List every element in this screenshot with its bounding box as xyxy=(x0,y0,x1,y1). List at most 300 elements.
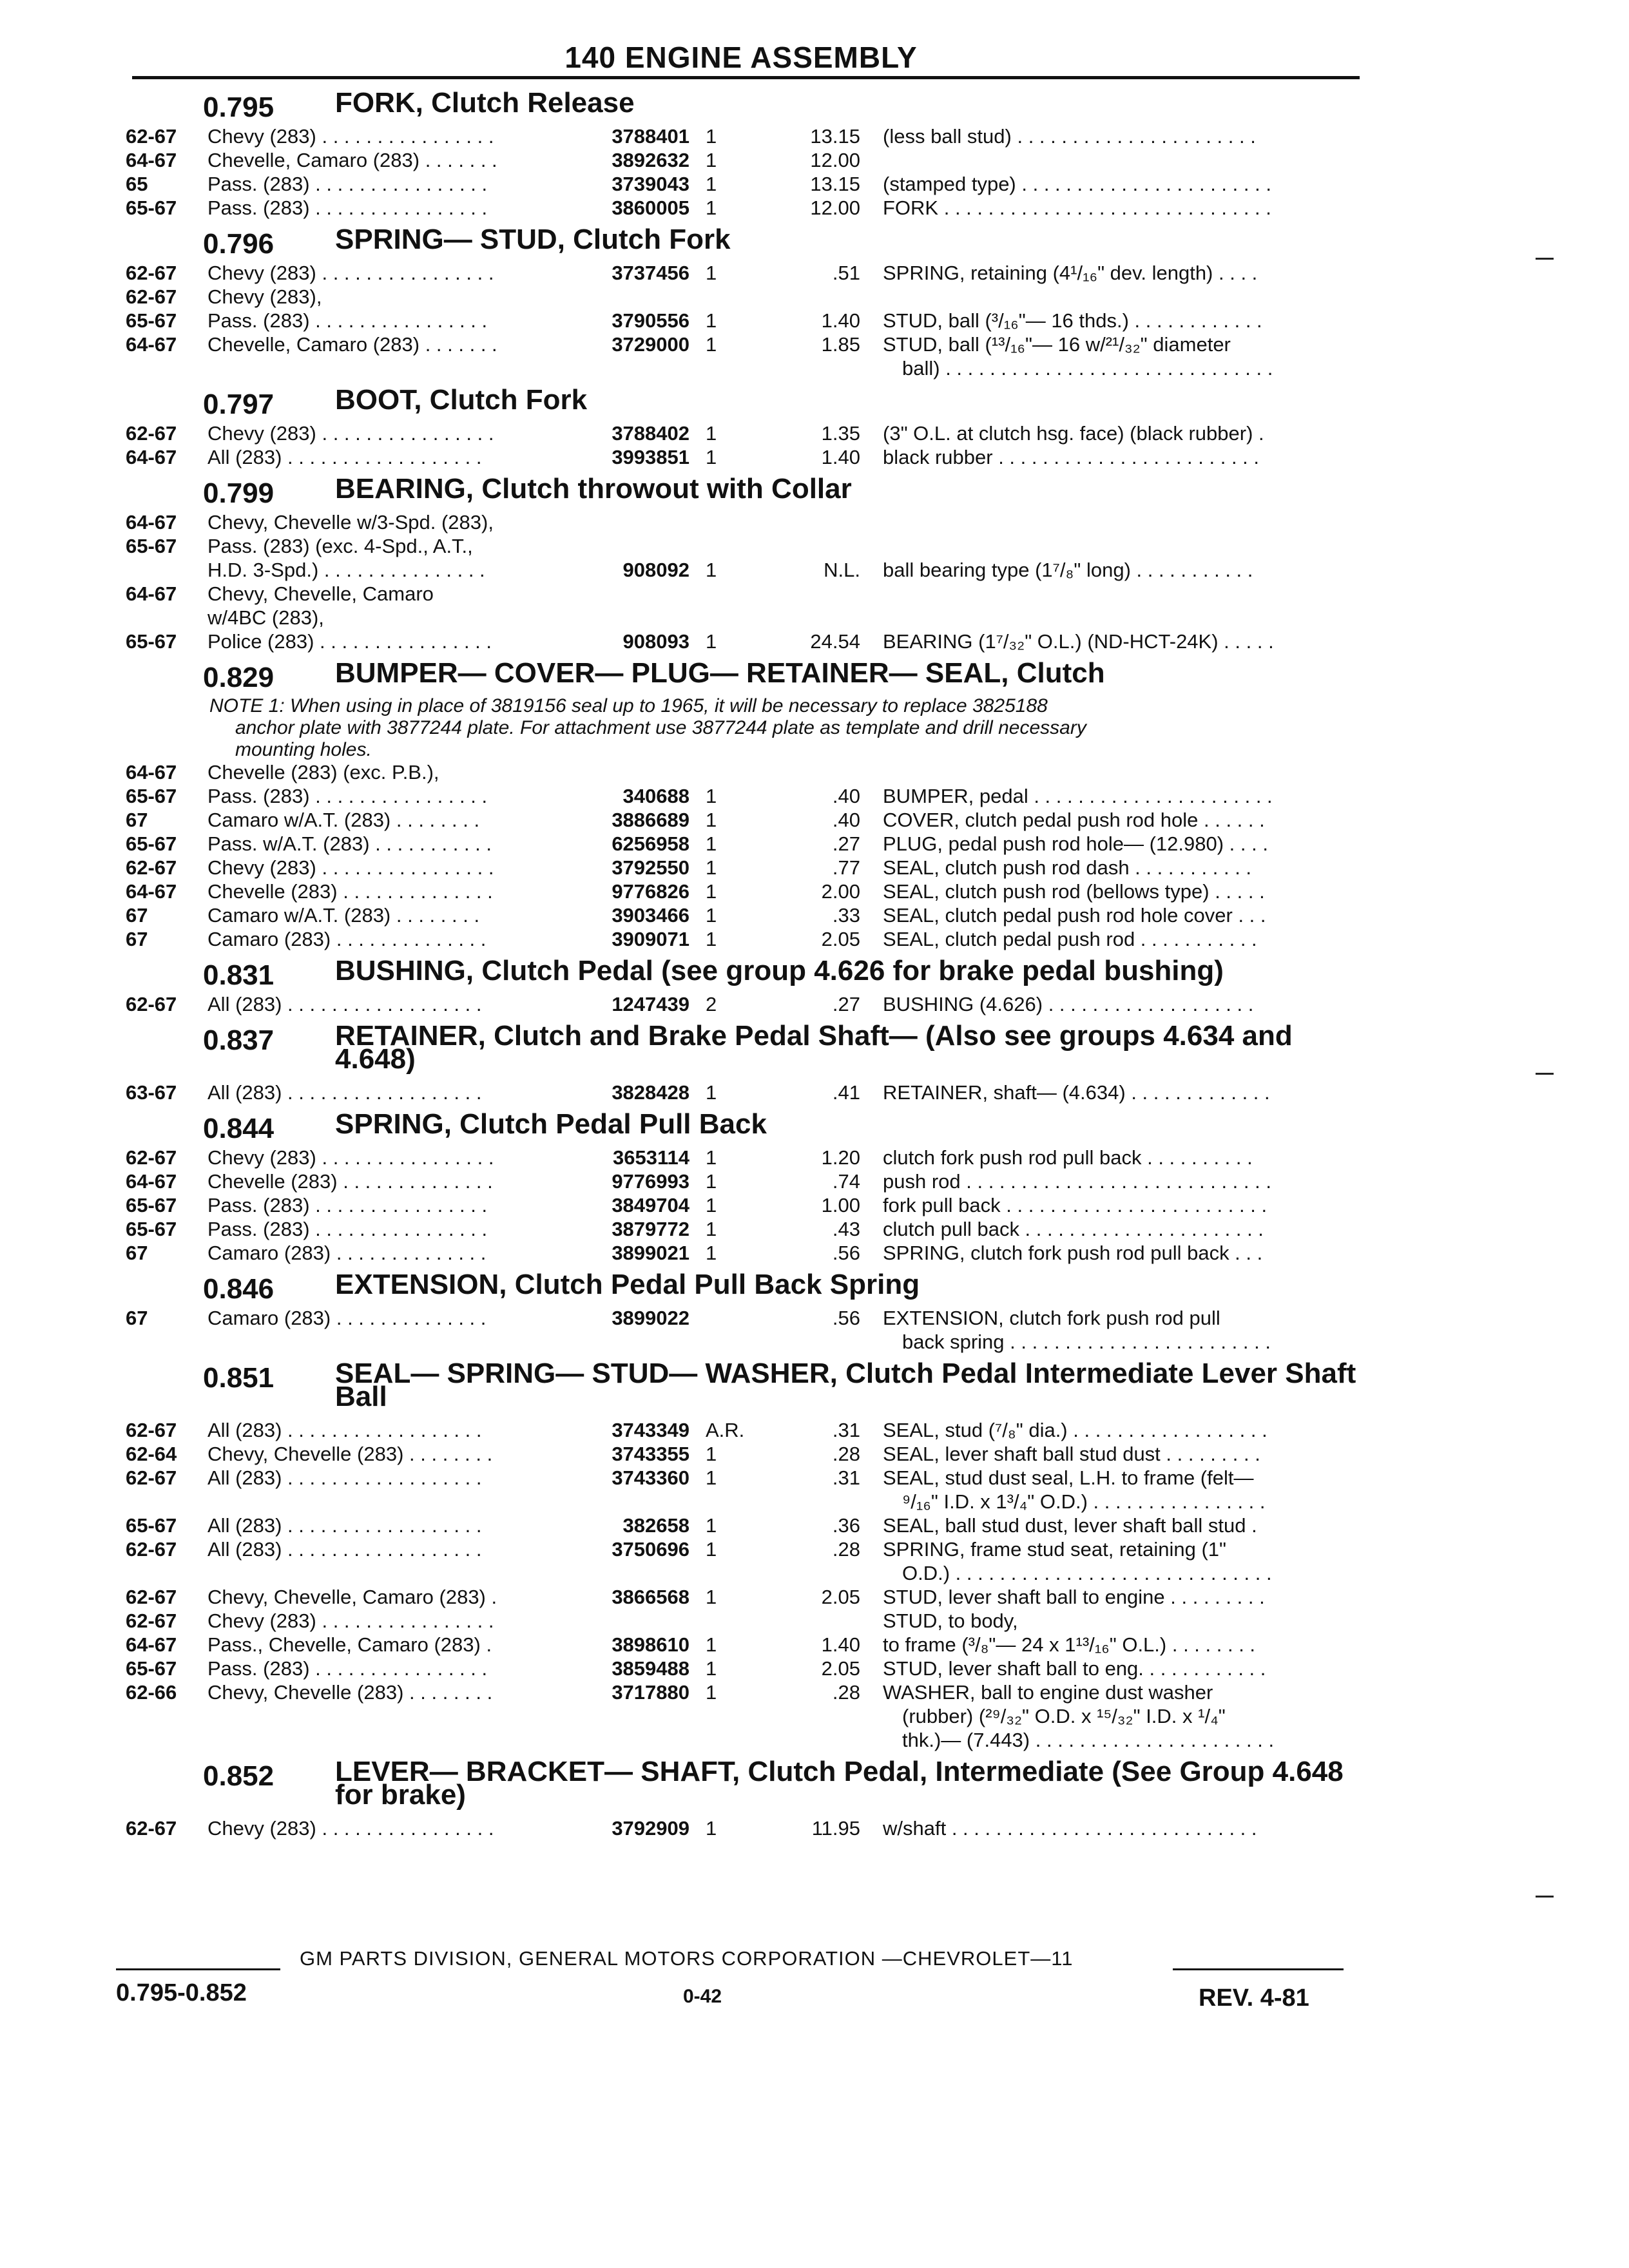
application: w/4BC (283), xyxy=(207,606,324,629)
parts-group xyxy=(0,654,1629,952)
application: Chevy (283) . . . . . . . . . . . . . . . . xyxy=(207,1817,494,1840)
description: ⁹/₁₆" I.D. x 1³/₄" O.D.) . . . . . . . . . . . . . . . . xyxy=(902,1490,1266,1513)
model-years: 62-67 xyxy=(126,993,177,1015)
group-heading xyxy=(0,220,1629,262)
quantity: 1 xyxy=(706,1242,717,1264)
group-heading xyxy=(0,84,1629,125)
model-years: 62-67 xyxy=(126,1586,177,1608)
group-title: SPRING, Clutch Pedal Pull Back xyxy=(335,1108,767,1140)
description: SEAL, clutch push rod dash . . . . . . . . . . . xyxy=(883,856,1252,879)
model-years: 63-67 xyxy=(126,1081,177,1104)
price: .27 xyxy=(832,832,860,855)
description: (stamped type) . . . . . . . . . . . . . . . . . . . . . . . xyxy=(883,173,1271,195)
description: STUD, to body, xyxy=(883,1610,1018,1632)
group-heading xyxy=(0,952,1629,993)
table-row xyxy=(0,1170,1629,1194)
model-years: 64-67 xyxy=(126,149,177,171)
table-row xyxy=(0,1729,1629,1753)
group-title: BUMPER— COVER— PLUG— RETAINER— SEAL, Clutch xyxy=(335,657,1105,689)
footer-page-number: 0-42 xyxy=(683,1986,722,2007)
group-title: FORK, Clutch Release xyxy=(335,87,635,119)
table-row xyxy=(0,809,1629,832)
price: 1.35 xyxy=(821,422,860,445)
quantity: 1 xyxy=(706,1218,717,1240)
description: SPRING, clutch fork push rod pull back . . . xyxy=(883,1242,1263,1264)
description: STUD, lever shaft ball to eng. . . . . . . . . . . . xyxy=(883,1657,1266,1680)
table-row xyxy=(0,422,1629,446)
table-row xyxy=(0,1218,1629,1242)
description: ball) . . . . . . . . . . . . . . . . . . . . . . . . . . . . . . xyxy=(902,357,1273,380)
parts-group xyxy=(0,1753,1629,1841)
price: 2.05 xyxy=(821,1586,860,1608)
application: Chevy, Chevelle, Camaro (283) . xyxy=(207,1586,497,1608)
application: Chevelle, Camaro (283) . . . . . . . xyxy=(207,333,497,356)
table-row xyxy=(0,1242,1629,1265)
price: 2.00 xyxy=(821,880,860,903)
part-number: 3892632 xyxy=(612,149,689,171)
group-number: 0.797 xyxy=(203,389,275,420)
quantity: 1 xyxy=(706,1443,717,1465)
quantity: 1 xyxy=(706,1170,717,1193)
model-years: 65-67 xyxy=(126,630,177,653)
description: STUD, ball (¹³/₁₆"— 16 w/²¹/₃₂" diameter xyxy=(883,333,1231,356)
part-number: 3860005 xyxy=(612,197,689,219)
part-number: 3899022 xyxy=(612,1307,689,1329)
part-number: 340688 xyxy=(622,785,689,807)
price: 1.85 xyxy=(821,333,860,356)
parts-group xyxy=(0,1265,1629,1354)
application: Chevy (283) . . . . . . . . . . . . . . . . xyxy=(207,262,494,284)
quantity: 1 xyxy=(706,856,717,879)
table-row xyxy=(0,1490,1629,1514)
table-row xyxy=(0,1194,1629,1218)
model-years: 64-67 xyxy=(126,880,177,903)
group-title: SEAL— SPRING— STUD— WASHER, Clutch Pedal Intermediate Lever Shaft Ball xyxy=(335,1358,1356,1412)
table-row xyxy=(0,1081,1629,1105)
quantity: 1 xyxy=(706,1681,717,1704)
group-title: BUSHING, Clutch Pedal (see group 4.626 for brake pedal bushing) xyxy=(335,955,1224,986)
description: SEAL, clutch pedal push rod hole cover . . . xyxy=(883,904,1266,927)
part-number: 3903466 xyxy=(612,904,689,927)
application: Chevy, Chevelle (283) . . . . . . . . xyxy=(207,1443,493,1465)
model-years: 65-67 xyxy=(126,832,177,855)
price: 1.40 xyxy=(821,446,860,468)
application: Chevy, Chevelle, Camaro xyxy=(207,582,434,605)
quantity: 2 xyxy=(706,993,717,1015)
model-years: 65-67 xyxy=(126,1218,177,1240)
application: Chevy, Chevelle (283) . . . . . . . . xyxy=(207,1681,493,1704)
description: thk.)— (7.443) . . . . . . . . . . . . . . . . . . . . . . xyxy=(902,1729,1275,1751)
model-years: 67 xyxy=(126,904,148,927)
price: .31 xyxy=(832,1419,860,1441)
description: fork pull back . . . . . . . . . . . . . . . . . . . . . . . . xyxy=(883,1194,1268,1216)
application: Camaro (283) . . . . . . . . . . . . . . xyxy=(207,1307,487,1329)
quantity: 1 xyxy=(706,1466,717,1489)
model-years: 64-67 xyxy=(126,761,177,783)
model-years: 64-67 xyxy=(126,1170,177,1193)
quantity: 1 xyxy=(706,1633,717,1656)
application: Chevy (283) . . . . . . . . . . . . . . . . xyxy=(207,125,494,148)
quantity: 1 xyxy=(706,197,717,219)
group-number: 0.829 xyxy=(203,662,275,693)
description: SPRING, retaining (4¹/₁₆" dev. length) . . . . xyxy=(883,262,1258,284)
application: Pass. (283) (exc. 4-Spd., A.T., xyxy=(207,535,473,557)
table-row xyxy=(0,582,1629,606)
description: SPRING, frame stud seat, retaining (1" xyxy=(883,1538,1227,1561)
description: FORK . . . . . . . . . . . . . . . . . . . . . . . . . . . . . . xyxy=(883,197,1271,219)
model-years: 67 xyxy=(126,1307,148,1329)
table-row xyxy=(0,285,1629,309)
description: black rubber . . . . . . . . . . . . . . . . . . . . . . . . xyxy=(883,446,1260,468)
header-rule xyxy=(132,76,1360,79)
application: Pass., Chevelle, Camaro (283) . xyxy=(207,1633,492,1656)
quantity: 1 xyxy=(706,809,717,831)
description: RETAINER, shaft— (4.634) . . . . . . . . . . . . . xyxy=(883,1081,1270,1104)
price: .27 xyxy=(832,993,860,1015)
application: Pass. (283) . . . . . . . . . . . . . . . . xyxy=(207,1218,488,1240)
part-number: 9776826 xyxy=(612,880,689,903)
model-years: 62-67 xyxy=(126,262,177,284)
footer-rule-right xyxy=(1173,1968,1344,1970)
group-number: 0.796 xyxy=(203,228,275,260)
quantity: 1 xyxy=(706,880,717,903)
model-years: 62-67 xyxy=(126,1466,177,1489)
quantity: 1 xyxy=(706,173,717,195)
model-years: 62-64 xyxy=(126,1443,177,1465)
model-years: 65-67 xyxy=(126,535,177,557)
quantity: 1 xyxy=(706,262,717,284)
model-years: 65-67 xyxy=(126,785,177,807)
table-row xyxy=(0,559,1629,582)
table-row xyxy=(0,1657,1629,1681)
description: SEAL, clutch push rod (bellows type) . . . . . xyxy=(883,880,1265,903)
group-title: BEARING, Clutch throwout with Collar xyxy=(335,473,852,505)
table-row xyxy=(0,928,1629,952)
description: to frame (³/₈"— 24 x 1¹³/₁₆" O.L.) . . . . . . . . xyxy=(883,1633,1256,1656)
table-row xyxy=(0,262,1629,285)
table-row xyxy=(0,511,1629,535)
part-number: 908093 xyxy=(622,630,689,653)
application: Camaro w/A.T. (283) . . . . . . . . xyxy=(207,904,480,927)
table-row xyxy=(0,333,1629,357)
table-row xyxy=(0,173,1629,197)
price: .28 xyxy=(832,1443,860,1465)
quantity: 1 xyxy=(706,1657,717,1680)
price: .40 xyxy=(832,785,860,807)
group-number: 0.831 xyxy=(203,959,275,991)
price: .36 xyxy=(832,1514,860,1537)
price: 12.00 xyxy=(810,149,860,171)
quantity: 1 xyxy=(706,630,717,653)
model-years: 67 xyxy=(126,928,148,950)
part-number: 3898610 xyxy=(612,1633,689,1656)
description: ball bearing type (1⁷/₈" long) . . . . . . . . . . . xyxy=(883,559,1253,581)
part-number: 9776993 xyxy=(612,1170,689,1193)
parts-group xyxy=(0,1354,1629,1753)
part-number: 3792550 xyxy=(612,856,689,879)
group-heading xyxy=(0,1753,1629,1817)
description: w/shaft . . . . . . . . . . . . . . . . . . . . . . . . . . . . xyxy=(883,1817,1257,1840)
model-years: 62-67 xyxy=(126,285,177,308)
description: clutch pull back . . . . . . . . . . . . . . . . . . . . . . xyxy=(883,1218,1264,1240)
description: back spring . . . . . . . . . . . . . . . . . . . . . . . . xyxy=(902,1331,1271,1353)
parts-group xyxy=(0,84,1629,220)
application: All (283) . . . . . . . . . . . . . . . . . . xyxy=(207,446,482,468)
group-title: LEVER— BRACKET— SHAFT, Clutch Pedal, Intermediate (See Group 4.648 for brake) xyxy=(335,1756,1344,1811)
table-row xyxy=(0,1817,1629,1841)
group-title: RETAINER, Clutch and Brake Pedal Shaft— (Also see groups 4.634 and 4.648) xyxy=(335,1020,1293,1075)
price: .31 xyxy=(832,1466,860,1489)
model-years: 64-67 xyxy=(126,333,177,356)
quantity: 1 xyxy=(706,422,717,445)
page-title: 140 ENGINE ASSEMBLY xyxy=(564,41,918,74)
price: 1.20 xyxy=(821,1146,860,1169)
price: .41 xyxy=(832,1081,860,1104)
quantity: 1 xyxy=(706,1817,717,1840)
description: BUMPER, pedal . . . . . . . . . . . . . . . . . . . . . . xyxy=(883,785,1273,807)
model-years: 62-67 xyxy=(126,1419,177,1441)
description: PLUG, pedal push rod hole— (12.980) . . . . xyxy=(883,832,1268,855)
quantity: 1 xyxy=(706,149,717,171)
part-number: 3859488 xyxy=(612,1657,689,1680)
table-row xyxy=(0,761,1629,785)
application: Chevy (283) . . . . . . . . . . . . . . . . xyxy=(207,856,494,879)
application: Chevy, Chevelle w/3-Spd. (283), xyxy=(207,511,494,533)
table-row xyxy=(0,309,1629,333)
model-years: 62-67 xyxy=(126,1610,177,1632)
application: Chevelle (283) (exc. P.B.), xyxy=(207,761,439,783)
part-number: 3743360 xyxy=(612,1466,689,1489)
part-number: 3879772 xyxy=(612,1218,689,1240)
description: SEAL, lever shaft ball stud dust . . . . . . . . . xyxy=(883,1443,1260,1465)
application: Pass. (283) . . . . . . . . . . . . . . . . xyxy=(207,173,488,195)
margin-mark xyxy=(1536,258,1554,260)
model-years: 64-67 xyxy=(126,1633,177,1656)
quantity: 1 xyxy=(706,125,717,148)
application: Chevy (283) . . . . . . . . . . . . . . . . xyxy=(207,1610,494,1632)
group-heading xyxy=(0,1017,1629,1081)
group-heading xyxy=(0,654,1629,695)
quantity: 1 xyxy=(706,1514,717,1537)
part-number: 3788401 xyxy=(612,125,689,148)
group-number: 0.795 xyxy=(203,91,275,123)
application: Camaro w/A.T. (283) . . . . . . . . xyxy=(207,809,480,831)
description: O.D.) . . . . . . . . . . . . . . . . . . . . . . . . . . . . . xyxy=(902,1562,1272,1584)
quantity: 1 xyxy=(706,1538,717,1561)
model-years: 62-67 xyxy=(126,422,177,445)
footer-revision: REV. 4-81 xyxy=(1199,1984,1309,2012)
part-number: 3743349 xyxy=(612,1419,689,1441)
table-row xyxy=(0,1307,1629,1331)
footer-rule-left xyxy=(116,1968,280,1970)
table-row xyxy=(0,1466,1629,1490)
part-number: 3866568 xyxy=(612,1586,689,1608)
model-years: 65 xyxy=(126,173,148,195)
quantity: 1 xyxy=(706,1586,717,1608)
part-number: 3993851 xyxy=(612,446,689,468)
description: EXTENSION, clutch fork push rod pull xyxy=(883,1307,1220,1329)
part-number: 3788402 xyxy=(612,422,689,445)
parts-group xyxy=(0,470,1629,654)
table-row xyxy=(0,149,1629,173)
application: Camaro (283) . . . . . . . . . . . . . . xyxy=(207,928,487,950)
table-row xyxy=(0,1610,1629,1633)
part-number: 3743355 xyxy=(612,1443,689,1465)
table-row xyxy=(0,993,1629,1017)
application: Pass. (283) . . . . . . . . . . . . . . . . xyxy=(207,1657,488,1680)
description: BUSHING (4.626) . . . . . . . . . . . . . . . . . . . xyxy=(883,993,1254,1015)
application: All (283) . . . . . . . . . . . . . . . . . . xyxy=(207,1538,482,1561)
group-number: 0.851 xyxy=(203,1362,275,1394)
quantity: 1 xyxy=(706,832,717,855)
table-row xyxy=(0,606,1629,630)
description: STUD, ball (³/₁₆"— 16 thds.) . . . . . . . . . . . . xyxy=(883,309,1262,332)
part-number: 1247439 xyxy=(612,993,689,1015)
application: All (283) . . . . . . . . . . . . . . . . . . xyxy=(207,1419,482,1441)
note-line: NOTE 1: When using in place of 3819156 seal up to 1965, it will be necessary to replace 3825188 xyxy=(209,695,1048,716)
table-row xyxy=(0,1681,1629,1705)
parts-group xyxy=(0,952,1629,1017)
model-years: 62-67 xyxy=(126,125,177,148)
table-row xyxy=(0,1514,1629,1538)
footer-group-range: 0.795-0.852 xyxy=(116,1979,247,2006)
parts-list xyxy=(0,84,1629,1841)
table-row xyxy=(0,125,1629,149)
table-row xyxy=(0,446,1629,470)
application: Pass. (283) . . . . . . . . . . . . . . . . xyxy=(207,1194,488,1216)
model-years: 64-67 xyxy=(126,582,177,605)
part-number: 3750696 xyxy=(612,1538,689,1561)
model-years: 65-67 xyxy=(126,309,177,332)
table-row xyxy=(0,197,1629,220)
description: clutch fork push rod pull back . . . . . . . . . . xyxy=(883,1146,1253,1169)
application: All (283) . . . . . . . . . . . . . . . . . . xyxy=(207,1081,482,1104)
application: Chevelle, Camaro (283) . . . . . . . xyxy=(207,149,497,171)
description: SEAL, clutch pedal push rod . . . . . . . . . . . xyxy=(883,928,1257,950)
table-row xyxy=(0,630,1629,654)
quantity: 1 xyxy=(706,1081,717,1104)
part-number: 382658 xyxy=(622,1514,689,1537)
price: .28 xyxy=(832,1538,860,1561)
application: All (283) . . . . . . . . . . . . . . . . . . xyxy=(207,1466,482,1489)
quantity: 1 xyxy=(706,1146,717,1169)
quantity: 1 xyxy=(706,446,717,468)
description: STUD, lever shaft ball to engine . . . . . . . . . xyxy=(883,1586,1265,1608)
quantity: 1 xyxy=(706,785,717,807)
price: 13.15 xyxy=(810,173,860,195)
model-years: 64-67 xyxy=(126,511,177,533)
model-years: 62-66 xyxy=(126,1681,177,1704)
quantity: 1 xyxy=(706,559,717,581)
application: Pass. (283) . . . . . . . . . . . . . . . . xyxy=(207,197,488,219)
application: Pass. (283) . . . . . . . . . . . . . . . . xyxy=(207,785,488,807)
margin-mark xyxy=(1536,1896,1554,1898)
application: Chevy (283) . . . . . . . . . . . . . . . . xyxy=(207,422,494,445)
part-number: 3790556 xyxy=(612,309,689,332)
price: 1.00 xyxy=(821,1194,860,1216)
application: H.D. 3-Spd.) . . . . . . . . . . . . . . . xyxy=(207,559,485,581)
price: .43 xyxy=(832,1218,860,1240)
table-row xyxy=(0,1705,1629,1729)
price: .40 xyxy=(832,809,860,831)
application: All (283) . . . . . . . . . . . . . . . . . . xyxy=(207,993,482,1015)
table-row xyxy=(0,1331,1629,1354)
group-heading xyxy=(0,381,1629,422)
group-title: BOOT, Clutch Fork xyxy=(335,384,588,416)
table-row xyxy=(0,1146,1629,1170)
model-years: 62-67 xyxy=(126,1817,177,1840)
group-number: 0.837 xyxy=(203,1024,275,1056)
part-number: 908092 xyxy=(622,559,689,581)
note-line: anchor plate with 3877244 plate. For attachment use 3877244 plate as template and drill necessary xyxy=(235,717,1086,738)
part-number: 3849704 xyxy=(612,1194,689,1216)
model-years: 65-67 xyxy=(126,1194,177,1216)
group-heading xyxy=(0,1105,1629,1146)
price: N.L. xyxy=(824,559,860,581)
price: .28 xyxy=(832,1681,860,1704)
price: .56 xyxy=(832,1242,860,1264)
price: 24.54 xyxy=(810,630,860,653)
group-number: 0.799 xyxy=(203,477,275,509)
table-row xyxy=(0,1586,1629,1610)
part-number: 6256958 xyxy=(612,832,689,855)
price: 1.40 xyxy=(821,1633,860,1656)
description: SEAL, stud dust seal, L.H. to frame (felt— xyxy=(883,1466,1254,1489)
model-years: 65-67 xyxy=(126,1514,177,1537)
table-row xyxy=(0,1562,1629,1586)
application: Chevy (283), xyxy=(207,285,322,308)
quantity: 1 xyxy=(706,928,717,950)
quantity: 1 xyxy=(706,333,717,356)
application: All (283) . . . . . . . . . . . . . . . . . . xyxy=(207,1514,482,1537)
part-number: 3828428 xyxy=(612,1081,689,1104)
model-years: 62-67 xyxy=(126,856,177,879)
part-number: 3886689 xyxy=(612,809,689,831)
note-line: mounting holes. xyxy=(235,739,372,760)
price: .56 xyxy=(832,1307,860,1329)
table-row xyxy=(0,1633,1629,1657)
part-number: 3737456 xyxy=(612,262,689,284)
description: (rubber) (²⁹/₃₂" O.D. x ¹⁵/₃₂" I.D. x ¹/₄" xyxy=(902,1705,1226,1727)
quantity: 1 xyxy=(706,309,717,332)
parts-group xyxy=(0,381,1629,470)
table-row xyxy=(0,1538,1629,1562)
description: COVER, clutch pedal push rod hole . . . . . . xyxy=(883,809,1265,831)
model-years: 62-67 xyxy=(126,1146,177,1169)
table-row xyxy=(0,856,1629,880)
table-row xyxy=(0,1419,1629,1443)
price: 1.40 xyxy=(821,309,860,332)
model-years: 64-67 xyxy=(126,446,177,468)
quantity: A.R. xyxy=(706,1419,745,1441)
application: Police (283) . . . . . . . . . . . . . . . . xyxy=(207,630,492,653)
quantity: 1 xyxy=(706,904,717,927)
application: Chevy (283) . . . . . . . . . . . . . . . . xyxy=(207,1146,494,1169)
model-years: 67 xyxy=(126,1242,148,1264)
price: 13.15 xyxy=(810,125,860,148)
description: (3" O.L. at clutch hsg. face) (black rubber) . xyxy=(883,422,1264,445)
model-years: 65-67 xyxy=(126,1657,177,1680)
price: .77 xyxy=(832,856,860,879)
description: SEAL, stud (⁷/₈" dia.) . . . . . . . . . . . . . . . . . . xyxy=(883,1419,1268,1441)
group-heading xyxy=(0,1265,1629,1307)
price: 11.95 xyxy=(811,1817,860,1840)
part-number: 3653114 xyxy=(613,1146,689,1169)
table-row xyxy=(0,357,1629,381)
description: push rod . . . . . . . . . . . . . . . . . . . . . . . . . . . . xyxy=(883,1170,1271,1193)
application: Chevelle (283) . . . . . . . . . . . . . . xyxy=(207,880,493,903)
part-number: 3909071 xyxy=(612,928,689,950)
